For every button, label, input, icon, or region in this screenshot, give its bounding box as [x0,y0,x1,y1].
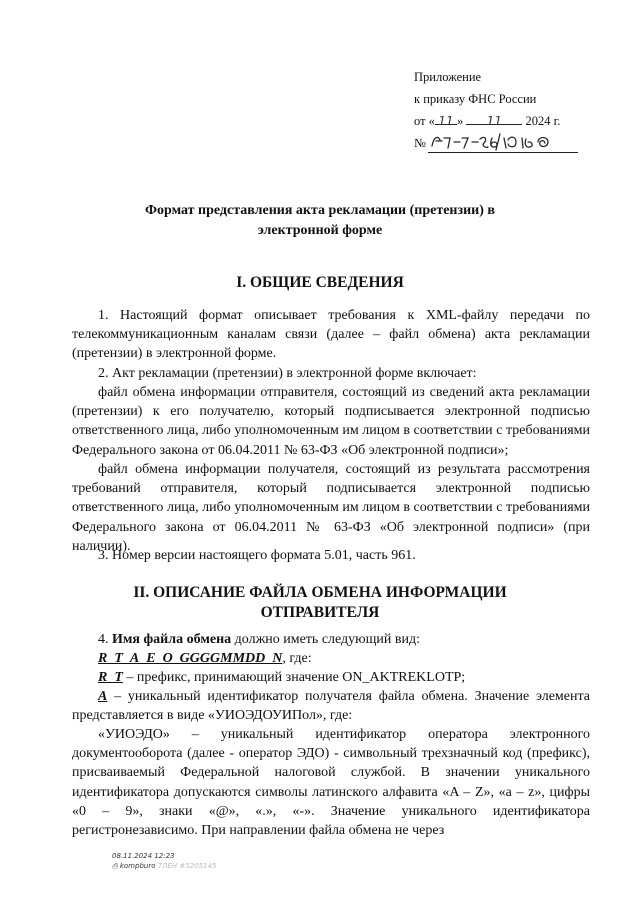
order-number-handwritten [428,130,578,153]
section-2-heading [72,583,568,623]
paragraph-number: 4. [98,632,112,647]
section-2-paragraph-4 [72,687,590,725]
section-2-heading-line-1: II. ОПИСАНИЕ ФАЙЛА ОБМЕНА ИНФОРМАЦИИ [133,584,507,601]
footer-user: kompburo [119,862,156,870]
recipient-id-code: A [98,689,108,704]
paragraph-text: – уникальный идентификатор получателя файла обмена. Значение элемента представляется в виде «УИОЭДОУИПол», где: [72,689,590,724]
document-title-line-2: электронной форме [257,223,383,238]
date-month-handwritten: 11 [486,114,502,128]
section-1-paragraph-5: 3. Номер версии настоящего формата 5.01, часть 961. [98,548,416,563]
date-day-handwritten: 11 [438,114,454,128]
approval-date-row [414,110,614,132]
section-1-paragraph-3: файл обмена информации отправителя, состоящий из сведений акта рекламации (претензии) к его получателю, который подписывается электронной подписью ответственного лица, либо уполномоченным им лицом в соответствии с требованиями Федерального закона от 06.04.2011 № 63-ФЗ «Об электронной подписи»; [72,385,590,458]
section-1-paragraph-1: 1. Настоящий формат описывает требования к XML-файлу передачи по телекоммуникационным каналам связи (далее – файл обмена) акта рекламации (претензии) в электронной форме. [72,308,590,362]
paragraph-text: должно иметь следующий вид: [231,632,421,647]
handwritten-number-graphic [428,130,578,152]
section-1-heading: I. ОБЩИЕ СВЕДЕНИЯ [236,274,404,291]
number-label: № [414,136,426,150]
prefix-code: R_T [98,670,123,685]
section-1-paragraph-2: 2. Акт рекламации (претензии) в электронной форме включает: [98,366,477,381]
date-prefix: от « [414,114,435,128]
footer-stamp [112,851,216,871]
printer-icon: ⎙ [112,862,118,870]
section-2-paragraph-5: «УИОЭДО» – уникальный идентификатор оператора электронного документооборота (далее - оператор ЭДО) - символьный трехзначный код (префикс), присваиваемый Федеральной налоговой службой. В значении уникального идентификатора допускаются символы латинского алфавита «A – Z», «a – z», цифры «0 – 9», знаки «@», «.», «-». Значение уникального идентификатора регистронезависимо. При направлении файла обмена не через [72,727,590,839]
section-2-heading-line-2: ОТПРАВИТЕЛЯ [260,604,380,621]
approval-header [414,66,614,154]
approval-line-1: Приложение [414,70,482,84]
footer-timestamp: 08.11.2024 12:23 [112,852,175,860]
footer-user-line [112,861,216,871]
section-1-paragraph-4: файл обмена информации получателя, состоящий из результата рассмотрения требований отправителя, который подписывается электронной подписью ответственного лица, либо уполномоченным им лицом в соответствии с требованиями Федерального закона от 06.04.2011 № 63-ФЗ «Об электронной подписи» (при наличии). [72,462,590,554]
date-day-field [435,110,457,128]
paragraph-text: , где: [282,651,312,666]
document-title-line-1: Формат представления акта рекламации (претензии) в [145,203,495,218]
date-year: 2024 г. [525,114,561,128]
paragraph-text: – префикс, принимающий значение ON_AKTREKLOTP; [122,670,466,685]
file-name-pattern: R_T_A_E_O_GGGGMMDD_N [98,651,283,666]
footer-code: 7ЛЕН #5205145 [157,862,217,870]
date-mid: » [456,114,464,128]
date-month-field [466,110,522,128]
section-2-paragraph-1 [72,630,590,649]
approval-line-2: к приказу ФНС России [414,92,537,106]
document-title [100,201,540,241]
section-2-paragraph-2 [72,649,590,668]
section-2-paragraph-3 [72,668,590,687]
approval-number-row [414,132,614,154]
file-name-term: Имя файла обмена [112,632,232,647]
